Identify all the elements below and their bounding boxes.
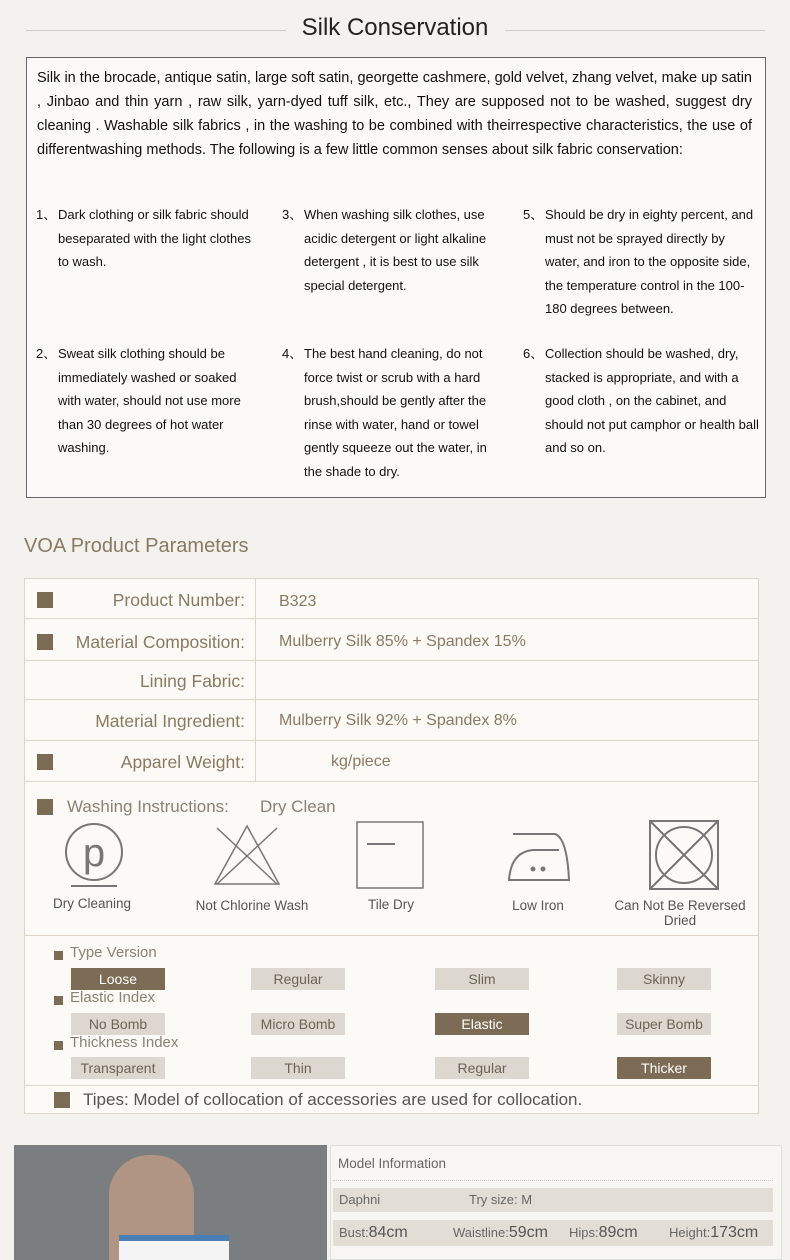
bullet-icon <box>37 754 53 770</box>
option-regular[interactable]: Regular <box>251 968 345 990</box>
tip-item <box>523 203 759 321</box>
index-row <box>25 936 758 1086</box>
option-elastic[interactable]: Elastic <box>435 1013 529 1035</box>
param-value: Mulberry Silk 85% + Spandex 15% <box>279 633 526 650</box>
option-no-bomb[interactable]: No Bomb <box>71 1013 165 1035</box>
bullet-icon <box>54 1041 63 1050</box>
page-title: Silk Conservation <box>301 14 489 41</box>
index-label: Type Version <box>70 944 157 961</box>
param-row <box>25 619 758 661</box>
tip-num: 2、 <box>36 346 57 361</box>
param-label: Material Ingredient: <box>95 711 245 731</box>
model-measure-bar <box>333 1220 773 1246</box>
index-label: Thickness Index <box>70 1034 179 1051</box>
svg-text:p: p <box>82 831 106 875</box>
model-name-bar <box>333 1188 773 1212</box>
option-thin[interactable]: Thin <box>251 1057 345 1079</box>
option-transparent[interactable]: Transparent <box>71 1057 165 1079</box>
tip-text: The best hand cleaning, do not force twist or scrub with a hard brush,should be gently after the rinse with water, hand or towel gently squeeze out the water, in the shade to dry. <box>304 346 487 479</box>
bust <box>339 1220 408 1246</box>
washing-label: Washing Instructions: <box>67 797 229 816</box>
option-loose[interactable]: Loose <box>71 968 165 990</box>
param-row <box>25 741 758 782</box>
hips-value: 89cm <box>598 1224 638 1241</box>
bust-label: Bust: <box>339 1225 369 1240</box>
low-iron-icon <box>505 824 575 886</box>
no-tumble-dry-icon <box>647 818 721 892</box>
params-heading: VOA Product Parameters <box>24 535 249 557</box>
param-value: Mulberry Silk 92% + Spandex 8% <box>279 712 517 729</box>
param-value: B323 <box>279 593 317 610</box>
no-chlorine-icon <box>211 822 283 888</box>
tips-row <box>25 1086 758 1114</box>
height-label: Height: <box>669 1225 711 1240</box>
tip-item <box>36 203 261 274</box>
tip-text: Dark clothing or silk fabric should beseparated with the light clothes to wash. <box>58 207 251 269</box>
waist-label: Waistline: <box>453 1225 509 1240</box>
params-table <box>24 578 759 1114</box>
tip-text: Should be dry in eighty percent, and must not be sprayed directly by water, and iron to the opposite side, the temperature control in the 100-180 degrees between. <box>545 207 754 316</box>
wash-icon-label: Dry Cleaning <box>52 896 132 911</box>
option-super-bomb[interactable]: Super Bomb <box>617 1013 711 1035</box>
option-skinny[interactable]: Skinny <box>617 968 711 990</box>
tip-item <box>523 342 759 460</box>
param-label: Material Composition: <box>75 632 245 652</box>
model-top <box>119 1235 229 1260</box>
dry-clean-p-icon <box>63 822 125 888</box>
bullet-icon <box>54 951 63 960</box>
model-photo <box>14 1145 327 1260</box>
tip-item <box>36 342 261 460</box>
tip-item <box>282 342 507 483</box>
param-value: kg/piece <box>331 753 391 770</box>
tip-num: 1、 <box>36 207 57 222</box>
waist <box>453 1220 548 1246</box>
wash-icon-label: Can Not Be Reversed Dried <box>614 898 746 928</box>
tip-item <box>282 203 507 297</box>
intro-text: Silk in the brocade, antique satin, large soft satin, georgette cashmere, gold velvet, zhang velvet, make up satin , Jinbao and thin yarn , raw silk, yarn-dyed tuff silk, etc., They are supposed not to be washed, suggest dry cleaning . Washable silk fabrics , in the washing to be combined with theirrespective characteristics, the use of differentwashing methods. The following is a few little common senses about silk fabric conservation: <box>37 70 752 158</box>
model-name: Daphni <box>339 1192 381 1207</box>
param-row <box>25 700 758 741</box>
tip-text: When washing silk clothes, use acidic detergent or light alkaline detergent , it is best to use silk special detergent. <box>304 207 487 293</box>
bust-value: 84cm <box>368 1224 408 1241</box>
bullet-icon <box>37 799 53 815</box>
wash-icon-label: Low Iron <box>512 898 564 913</box>
tip-text: Sweat silk clothing should be immediately washed or soaked with water, should not use more than 30 degrees of hot water washing. <box>58 346 241 455</box>
param-label: Product Number: <box>112 590 245 610</box>
tips-text: Tipes: Model of collocation of accessories are used for collocation. <box>83 1090 583 1109</box>
option-micro-bomb[interactable]: Micro Bomb <box>251 1013 345 1035</box>
bullet-icon <box>54 1092 70 1108</box>
option-thicker[interactable]: Thicker <box>617 1057 711 1079</box>
hips-label: Hips: <box>569 1225 599 1240</box>
tip-num: 4、 <box>282 346 303 361</box>
washing-value: Dry Clean <box>260 797 336 816</box>
waist-value: 59cm <box>508 1224 548 1241</box>
tip-num: 6、 <box>523 346 544 361</box>
washing-row <box>25 782 758 936</box>
option-regular-thickness[interactable]: Regular <box>435 1057 529 1079</box>
bullet-icon <box>37 592 53 608</box>
wash-icon-label: Not Chlorine Wash <box>195 898 309 913</box>
model-try-size: Try size: M <box>469 1192 533 1207</box>
param-row <box>25 661 758 700</box>
tip-num: 5、 <box>523 207 544 222</box>
param-row <box>25 579 758 619</box>
height <box>669 1220 758 1246</box>
tip-num: 3、 <box>282 207 303 222</box>
wash-icon-label: Tile Dry <box>368 897 414 912</box>
bullet-icon <box>54 996 63 1005</box>
hips <box>569 1220 638 1246</box>
model-info-heading: Model Information <box>338 1156 447 1171</box>
param-label: Apparel Weight: <box>120 752 245 772</box>
param-label: Lining Fabric: <box>139 671 245 691</box>
option-slim[interactable]: Slim <box>435 968 529 990</box>
index-label: Elastic Index <box>70 989 156 1006</box>
height-value: 173cm <box>710 1224 759 1241</box>
bullet-icon <box>37 634 53 650</box>
model-info <box>330 1145 782 1260</box>
conservation-box <box>26 57 766 498</box>
tile-dry-icon <box>355 820 427 892</box>
tip-text: Collection should be washed, dry, stacked is appropriate, and with a good cloth , on the cabinet, and should not put camphor or health ball and so on. <box>545 346 759 455</box>
